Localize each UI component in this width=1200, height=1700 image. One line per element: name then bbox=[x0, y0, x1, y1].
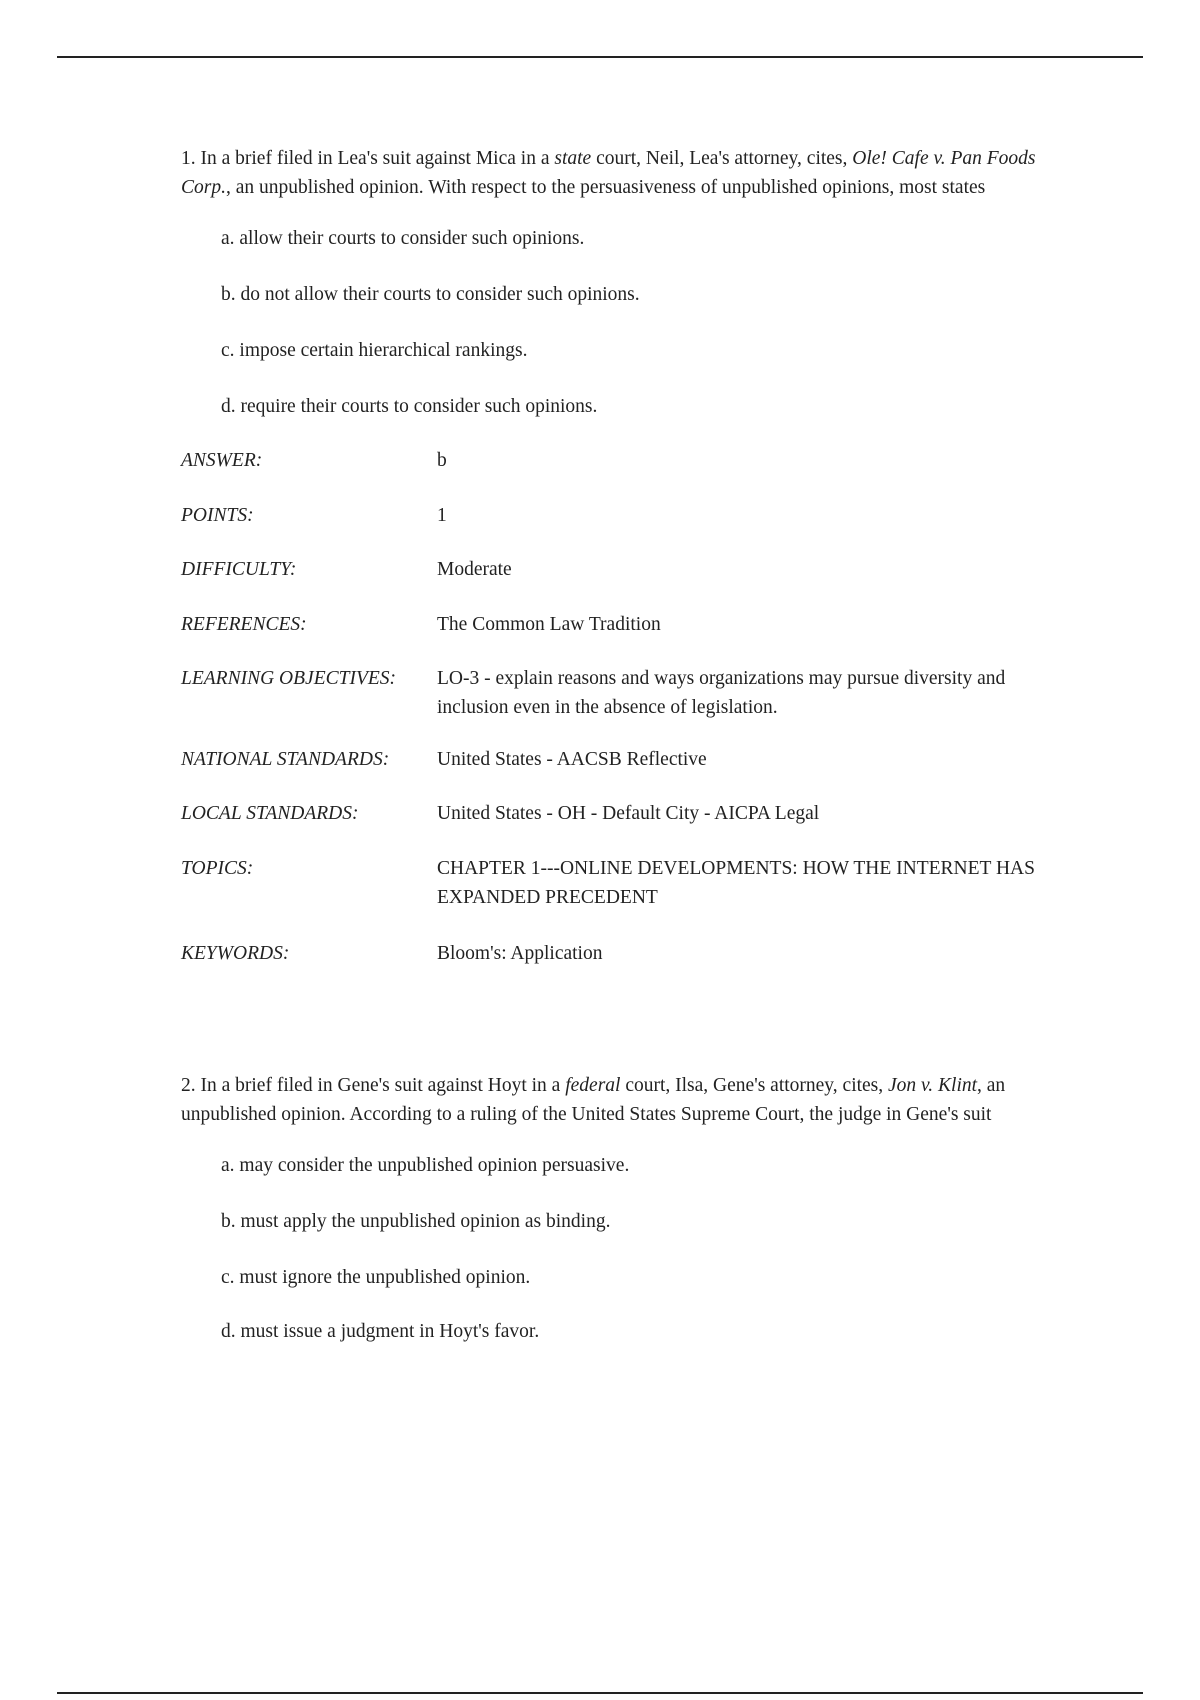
meta-keywords bbox=[181, 939, 1041, 968]
meta-topics bbox=[181, 854, 1041, 912]
meta-value: Moderate bbox=[437, 559, 512, 580]
meta-learning-objectives bbox=[181, 664, 1041, 722]
meta-value: CHAPTER 1---ONLINE DEVELOPMENTS: HOW THE INTERNET HAS EXPANDED PRECEDENT bbox=[437, 858, 1035, 908]
top-rule bbox=[57, 56, 1143, 58]
meta-label: LEARNING OBJECTIVES: bbox=[181, 668, 397, 689]
choice-d: d. must issue a judgment in Hoyt's favor. bbox=[221, 1321, 540, 1342]
meta-label: POINTS: bbox=[181, 505, 254, 526]
meta-local-standards bbox=[181, 799, 1041, 828]
question-2 bbox=[181, 1071, 1041, 1346]
meta-value: Bloom's: Application bbox=[437, 943, 603, 964]
meta-value: United States - AACSB Reflective bbox=[437, 749, 707, 770]
meta-value: b bbox=[437, 450, 447, 471]
choice-b: b. do not allow their courts to consider such opinions. bbox=[221, 284, 640, 305]
meta-value: The Common Law Tradition bbox=[437, 614, 661, 635]
meta-value: 1 bbox=[437, 505, 447, 526]
meta-label: NATIONAL STANDARDS: bbox=[181, 749, 390, 770]
answer-choices bbox=[181, 1151, 1041, 1346]
meta-difficulty bbox=[181, 555, 1041, 584]
answer-choices bbox=[181, 224, 1041, 421]
meta-label: LOCAL STANDARDS: bbox=[181, 803, 359, 824]
question-stem: 2. In a brief filed in Gene's suit against Hoyt in a federal court, Ilsa, Gene's attorney, cites, Jon v. Klint, an unpublished opinion. According to a ruling of the United States Supreme Court, the judge in Gene's suit bbox=[181, 1075, 1006, 1125]
choice-d: d. require their courts to consider such opinions. bbox=[221, 396, 598, 417]
meta-value: United States - OH - Default City - AICPA Legal bbox=[437, 803, 820, 824]
meta-label: TOPICS: bbox=[181, 858, 254, 879]
meta-label: ANSWER: bbox=[181, 450, 263, 471]
choice-c: c. must ignore the unpublished opinion. bbox=[221, 1267, 531, 1288]
choice-a: a. allow their courts to consider such opinions. bbox=[221, 228, 585, 249]
bottom-rule bbox=[57, 1692, 1143, 1694]
meta-points bbox=[181, 501, 1041, 530]
meta-label: REFERENCES: bbox=[181, 614, 307, 635]
meta-answer bbox=[181, 446, 1041, 475]
meta-references bbox=[181, 610, 1041, 639]
meta-value: LO-3 - explain reasons and ways organizations may pursue diversity and inclusion even in the absence of legislation. bbox=[437, 668, 1006, 718]
question-metadata bbox=[181, 446, 1041, 968]
question-1 bbox=[181, 144, 1041, 968]
choice-a: a. may consider the unpublished opinion persuasive. bbox=[221, 1155, 630, 1176]
choice-c: c. impose certain hierarchical rankings. bbox=[221, 340, 528, 361]
meta-label: KEYWORDS: bbox=[181, 943, 290, 964]
meta-label: DIFFICULTY: bbox=[181, 559, 297, 580]
meta-national-standards bbox=[181, 745, 1041, 774]
choice-b: b. must apply the unpublished opinion as binding. bbox=[221, 1211, 611, 1232]
question-stem: 1. In a brief filed in Lea's suit against Mica in a state court, Neil, Lea's attorney, cites, Ole! Cafe v. Pan Foods Corp., an unpublished opinion. With respect to the persuasiveness of unpublished opinions, most states bbox=[181, 148, 1036, 198]
